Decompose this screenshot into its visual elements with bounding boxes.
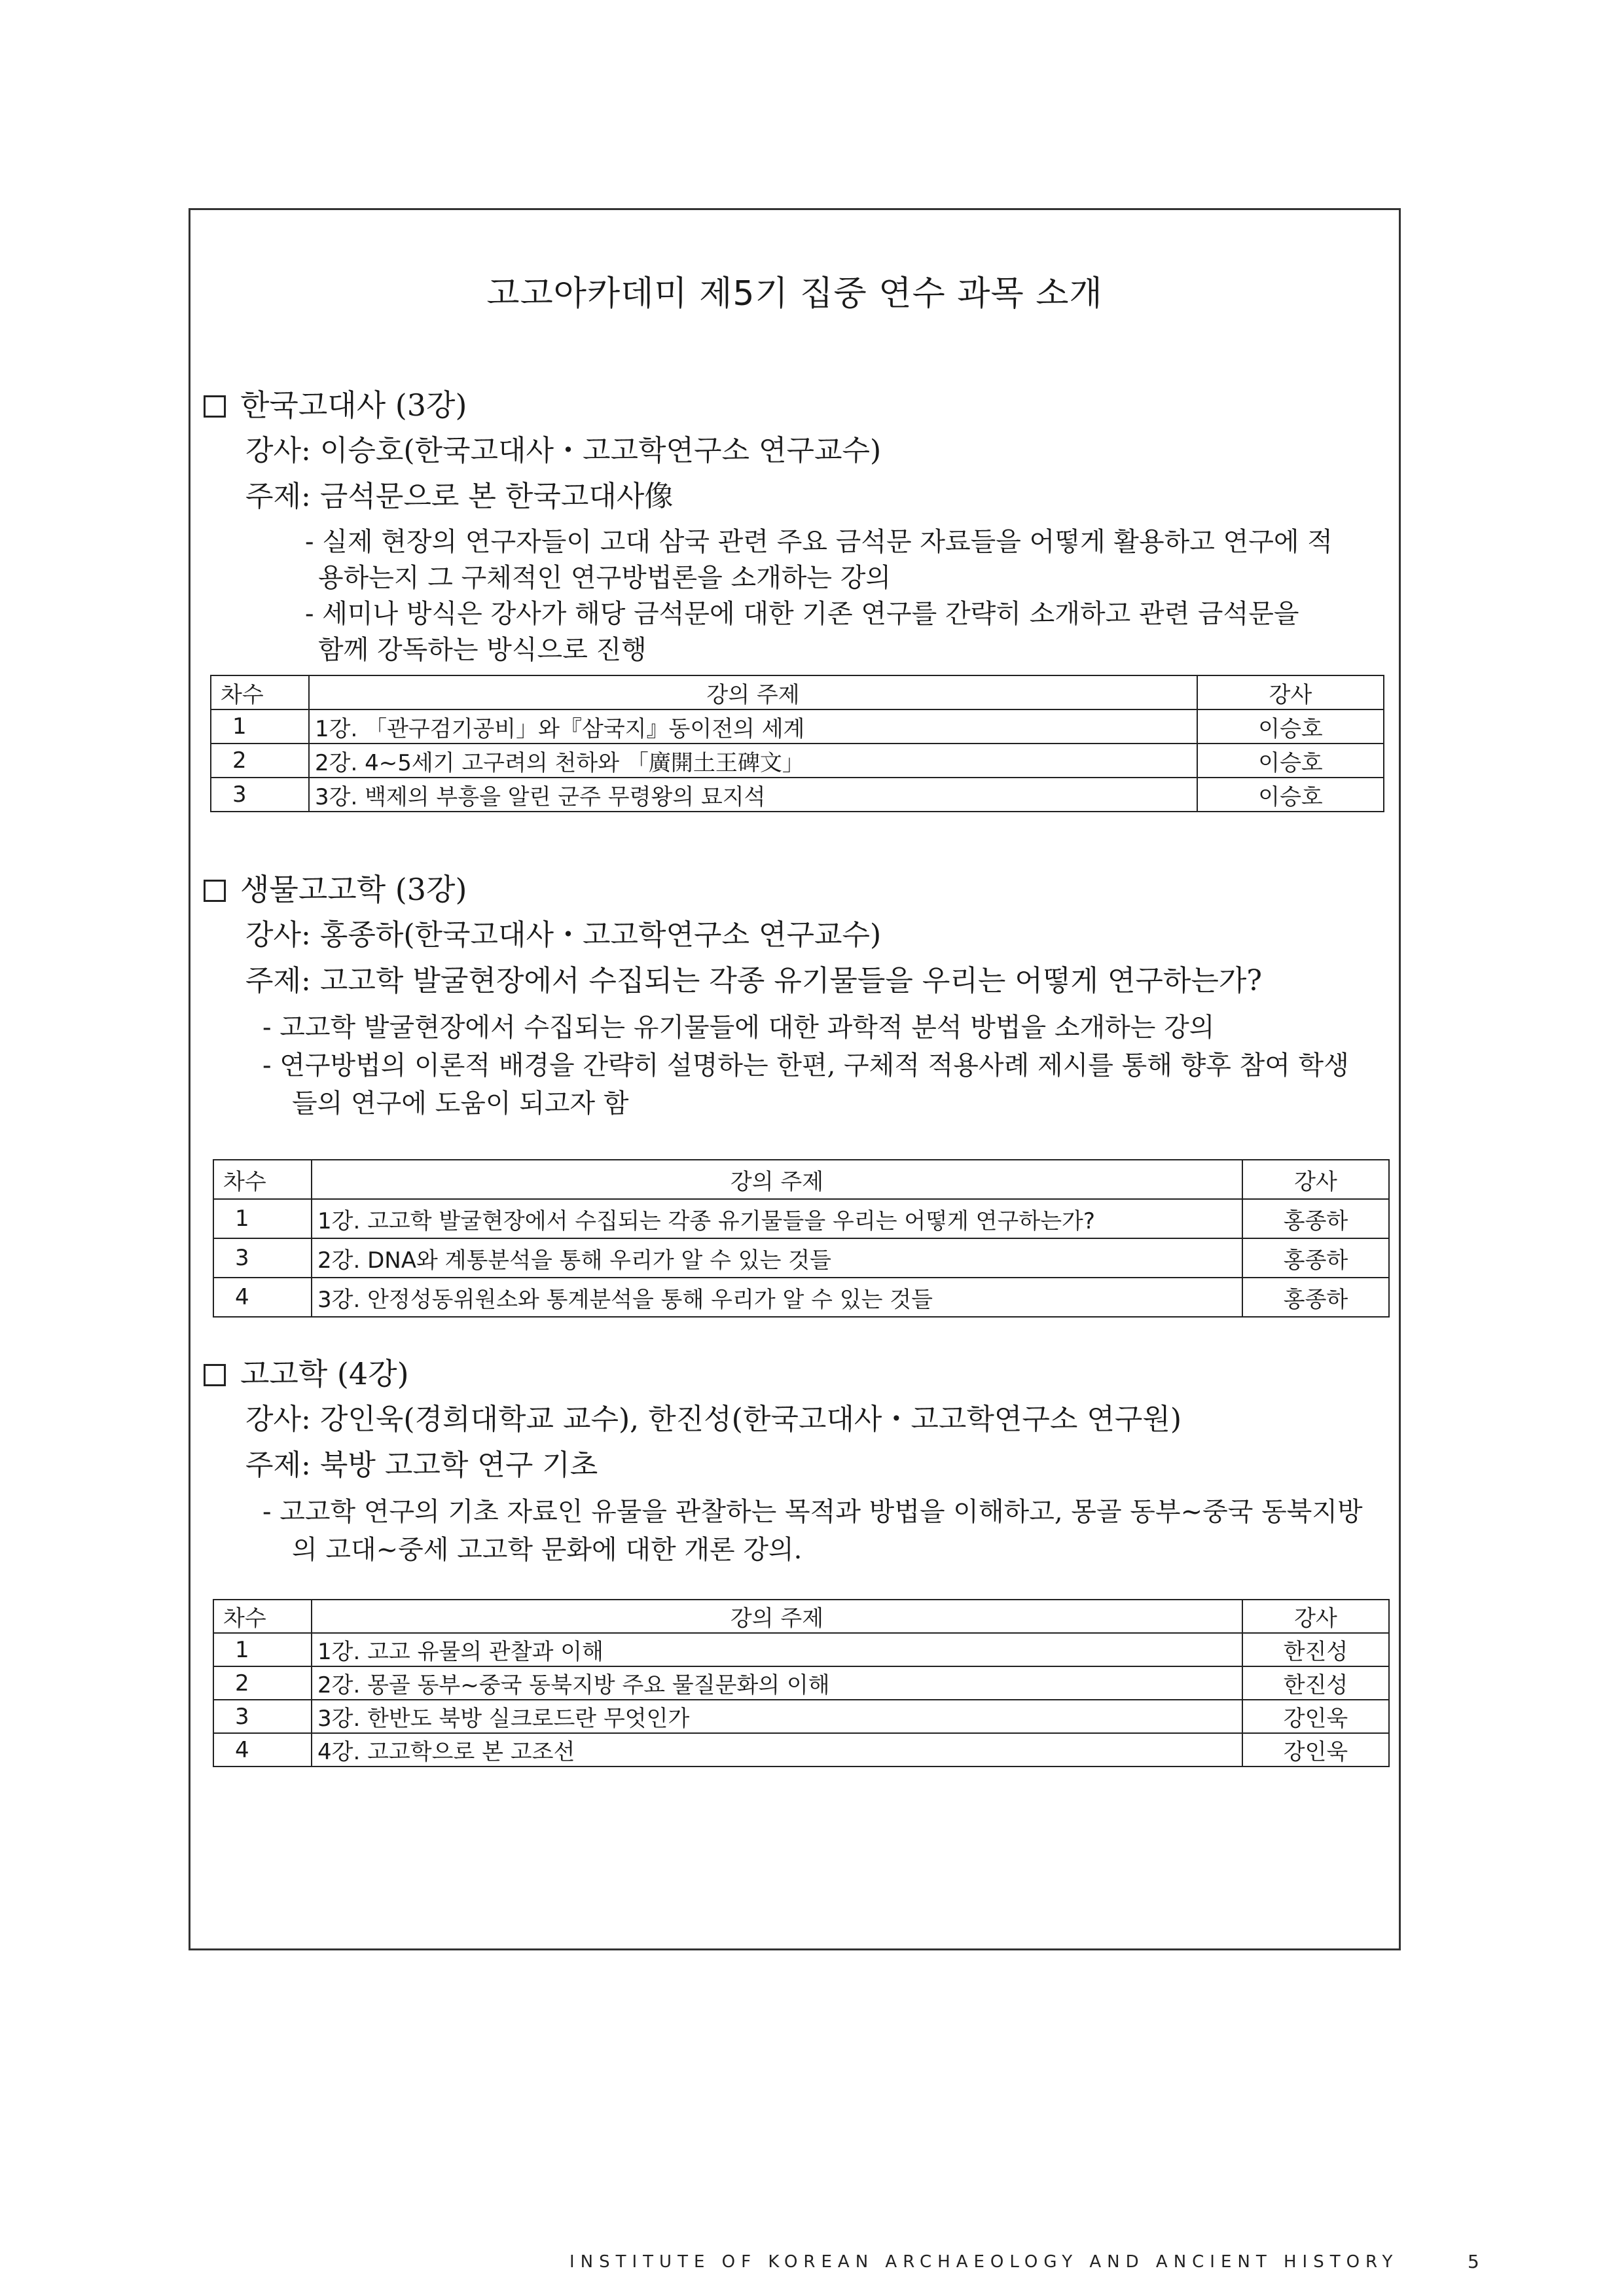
table-row <box>213 1700 1389 1733</box>
description-line: 함께 강독하는 방식으로 진행 <box>318 635 647 665</box>
lecturer-line: 강사: 강인욱(경희대학교 교수), 한진성(한국고대사・고고학연구소 연구원) <box>245 1403 1182 1436</box>
row-no: 1 <box>213 1199 312 1238</box>
table-row <box>213 1633 1389 1666</box>
table-row <box>213 1278 1389 1317</box>
header-lecturer: 강사 <box>1197 675 1384 709</box>
row-no: 2 <box>211 744 309 778</box>
row-lecturer: 이승호 <box>1197 744 1384 778</box>
topic-line: 주제: 금석문으로 본 한국고대사像 <box>245 480 674 513</box>
header-no: 차수 <box>213 1600 312 1633</box>
table-row <box>211 778 1384 812</box>
section-heading-text: 한국고대사 (3강) <box>240 387 467 423</box>
page-title: 고고아카데미 제5기 집중 연수 과목 소개 <box>486 274 1103 314</box>
row-no: 4 <box>213 1733 312 1767</box>
row-topic: 4강. 고고학으로 본 고조선 <box>312 1733 1242 1767</box>
page-number: 5 <box>1468 2251 1479 2272</box>
row-no: 1 <box>213 1633 312 1666</box>
row-lecturer: 한진성 <box>1242 1666 1389 1700</box>
row-topic: 1강. 고고 유물의 관찰과 이해 <box>312 1633 1242 1666</box>
header-topic: 강의 주제 <box>312 1160 1242 1199</box>
row-topic: 2강. 몽골 동부~중국 동북지방 주요 물질문화의 이해 <box>312 1666 1242 1700</box>
section-heading-text: 고고학 (4강) <box>240 1356 409 1391</box>
header-no: 차수 <box>213 1160 312 1199</box>
section-korean-ancient-history <box>204 387 1386 810</box>
header-lecturer: 강사 <box>1242 1160 1389 1199</box>
table-row <box>211 744 1384 778</box>
lecturer-line: 강사: 이승호(한국고대사・고고학연구소 연구교수) <box>245 434 882 467</box>
table-row <box>211 709 1384 744</box>
row-topic: 3강. 한반도 북방 실크로드란 무엇인가 <box>312 1700 1242 1733</box>
header-topic: 강의 주제 <box>312 1600 1242 1633</box>
description-line: - 연구방법의 이론적 배경을 간략히 설명하는 한편, 구체적 적용사례 제시를 통해 향후 참여 학생 <box>262 1050 1349 1081</box>
row-no: 3 <box>211 778 309 812</box>
row-topic: 3강. 백제의 부흥을 알린 군주 무령왕의 묘지석 <box>309 778 1197 812</box>
row-no: 2 <box>213 1666 312 1700</box>
section-bioarchaeology <box>204 871 1386 1329</box>
table-row <box>213 1238 1389 1278</box>
section-heading <box>204 387 467 423</box>
header-topic: 강의 주제 <box>309 675 1197 709</box>
row-lecturer: 홍종하 <box>1242 1238 1389 1278</box>
row-topic: 3강. 안정성동위원소와 통계분석을 통해 우리가 알 수 있는 것들 <box>312 1278 1242 1317</box>
table-header-row <box>213 1160 1389 1199</box>
topic-line: 주제: 북방 고고학 연구 기초 <box>245 1448 598 1482</box>
row-lecturer: 홍종하 <box>1242 1278 1389 1317</box>
section-heading <box>204 871 467 908</box>
row-lecturer: 강인욱 <box>1242 1700 1389 1733</box>
header-no: 차수 <box>211 675 309 709</box>
document-frame <box>189 208 1401 1950</box>
row-no: 4 <box>213 1278 312 1317</box>
row-lecturer: 이승호 <box>1197 778 1384 812</box>
course-table <box>213 1159 1390 1318</box>
section-archaeology <box>204 1355 1386 1765</box>
section-heading-text: 생물고고학 (3강) <box>240 872 467 907</box>
description-line: - 실제 현장의 연구자들이 고대 삼국 관련 주요 금석문 자료들을 어떻게 활용하고 연구에 적 <box>305 527 1333 557</box>
lecturer-line: 강사: 홍종하(한국고대사・고고학연구소 연구교수) <box>245 918 882 952</box>
footer-institute-name: INSTITUTE OF KOREAN ARCHAEOLOGY AND ANCIENT HISTORY <box>569 2252 1399 2272</box>
description-line: - 고고학 발굴현장에서 수집되는 유기물들에 대한 과학적 분석 방법을 소개하는 강의 <box>262 1013 1215 1043</box>
description-line: 들의 연구에 도움이 되고자 함 <box>292 1088 629 1119</box>
row-lecturer: 강인욱 <box>1242 1733 1389 1767</box>
table-row <box>213 1666 1389 1700</box>
course-table <box>210 675 1384 812</box>
row-topic: 1강. 「관구검기공비」와『삼국지』동이전의 세계 <box>309 709 1197 744</box>
course-table <box>213 1599 1390 1767</box>
description-line: - 세미나 방식은 강사가 해당 금석문에 대한 기존 연구를 간략히 소개하고 관련 금석문을 <box>305 599 1299 629</box>
row-topic: 2강. DNA와 계통분석을 통해 우리가 알 수 있는 것들 <box>312 1238 1242 1278</box>
section-heading <box>204 1355 409 1392</box>
row-lecturer: 홍종하 <box>1242 1199 1389 1238</box>
checkbox-square-icon <box>204 395 226 418</box>
table-header-row <box>213 1600 1389 1633</box>
table-header-row <box>211 675 1384 709</box>
row-lecturer: 한진성 <box>1242 1633 1389 1666</box>
header-lecturer: 강사 <box>1242 1600 1389 1633</box>
row-lecturer: 이승호 <box>1197 709 1384 744</box>
description-line: 의 고대~중세 고고학 문화에 대한 개론 강의. <box>292 1535 803 1565</box>
row-topic: 2강. 4~5세기 고구려의 천하와 「廣開土王碑文」 <box>309 744 1197 778</box>
row-topic: 1강. 고고학 발굴현장에서 수집되는 각종 유기물들을 우리는 어떻게 연구하는가? <box>312 1199 1242 1238</box>
checkbox-square-icon <box>204 880 226 902</box>
table-row <box>213 1733 1389 1767</box>
checkbox-square-icon <box>204 1364 226 1386</box>
description-line: 용하는지 그 구체적인 연구방법론을 소개하는 강의 <box>318 563 892 593</box>
row-no: 3 <box>213 1700 312 1733</box>
description-line: - 고고학 연구의 기초 자료인 유물을 관찰하는 목적과 방법을 이해하고, 몽골 동부~중국 동북지방 <box>262 1497 1363 1527</box>
row-no: 1 <box>211 709 309 744</box>
topic-line: 주제: 고고학 발굴현장에서 수집되는 각종 유기물들을 우리는 어떻게 연구하는가? <box>245 964 1262 997</box>
row-no: 3 <box>213 1238 312 1278</box>
table-row <box>213 1199 1389 1238</box>
